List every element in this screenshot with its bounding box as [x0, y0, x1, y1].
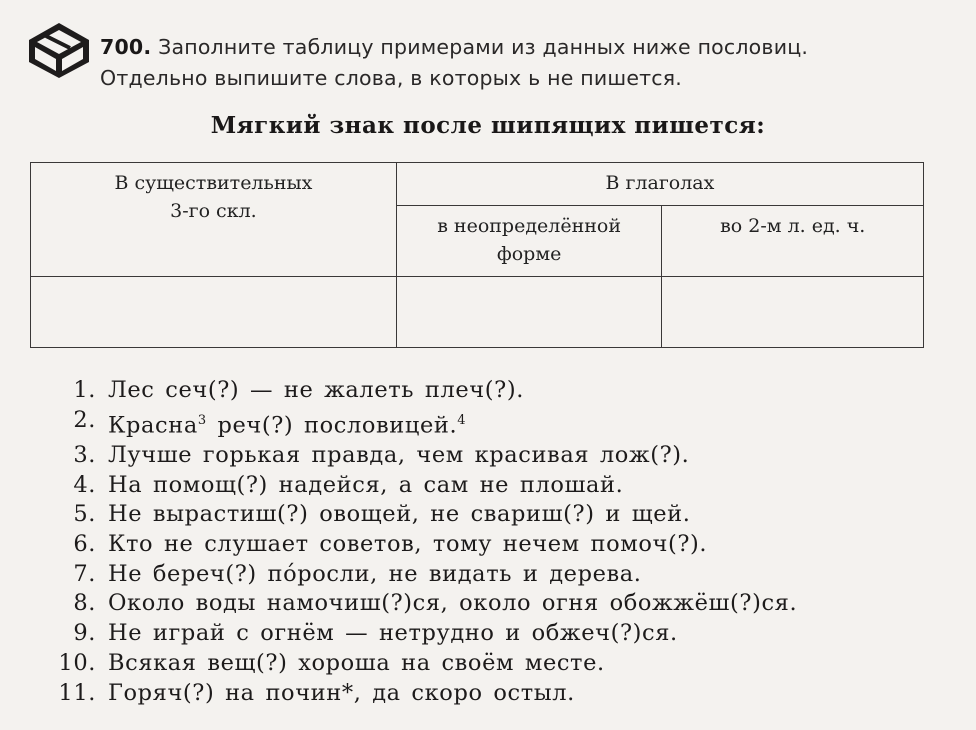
exercise-number: 700.	[100, 35, 152, 59]
cube-icon	[26, 20, 92, 80]
list-item: 10. Всякая вещ(?) хороша на своём месте.	[58, 649, 605, 676]
second-person-answer-cell[interactable]	[662, 277, 924, 348]
soft-sign-table	[30, 162, 924, 348]
nouns-header: В существительных 3-го скл.	[31, 163, 397, 277]
list-item: 8. Около воды намочиш(?)ся, около огня обожжёш(?)ся.	[73, 590, 798, 617]
proverb-list	[40, 376, 797, 708]
list-item: 1. Лес сеч(?) — не жалеть плеч(?).	[73, 377, 524, 403]
list-item: 9. Не играй с огнём — нетрудно и обжеч(?)ся.	[73, 620, 678, 647]
instruction-line-1: Заполните таблицу примерами из данных ниже пословиц.	[158, 35, 809, 59]
footnote-marker: 4	[457, 412, 467, 428]
infinitive-header: в неопределённой форме	[396, 206, 662, 277]
footnote-marker: 3	[197, 412, 207, 428]
nouns-answer-cell[interactable]	[31, 277, 397, 348]
task-instruction	[100, 32, 940, 94]
list-item: 6. Кто не слушает советов, тому нечем помоч(?).	[73, 531, 708, 558]
list-item: 4. На помощ(?) надейся, а сам не плошай.	[73, 471, 624, 498]
list-item: 3. Лучше горькая правда, чем красивая лож(?).	[73, 441, 690, 468]
infinitive-answer-cell[interactable]	[396, 277, 662, 348]
verbs-header: В глаголах	[396, 163, 923, 206]
table-heading: Мягкий знак после шипящих пишется:	[210, 112, 766, 139]
list-item: 5. Не вырастиш(?) овощей, не свариш(?) и щей.	[73, 501, 691, 528]
instruction-line-2: Отдельно выпишите слова, в которых ь не пишется.	[100, 66, 682, 90]
second-person-header: во 2-м л. ед. ч.	[662, 206, 924, 277]
list-item: 11. Горяч(?) на почин*, да скоро остыл.	[58, 679, 575, 706]
list-item: 7. Не береч(?) по́росли, не видать и дерева.	[73, 560, 642, 587]
list-item: 2. Красна$^3$ реч(?) пословицей.$^4$	[73, 406, 467, 439]
